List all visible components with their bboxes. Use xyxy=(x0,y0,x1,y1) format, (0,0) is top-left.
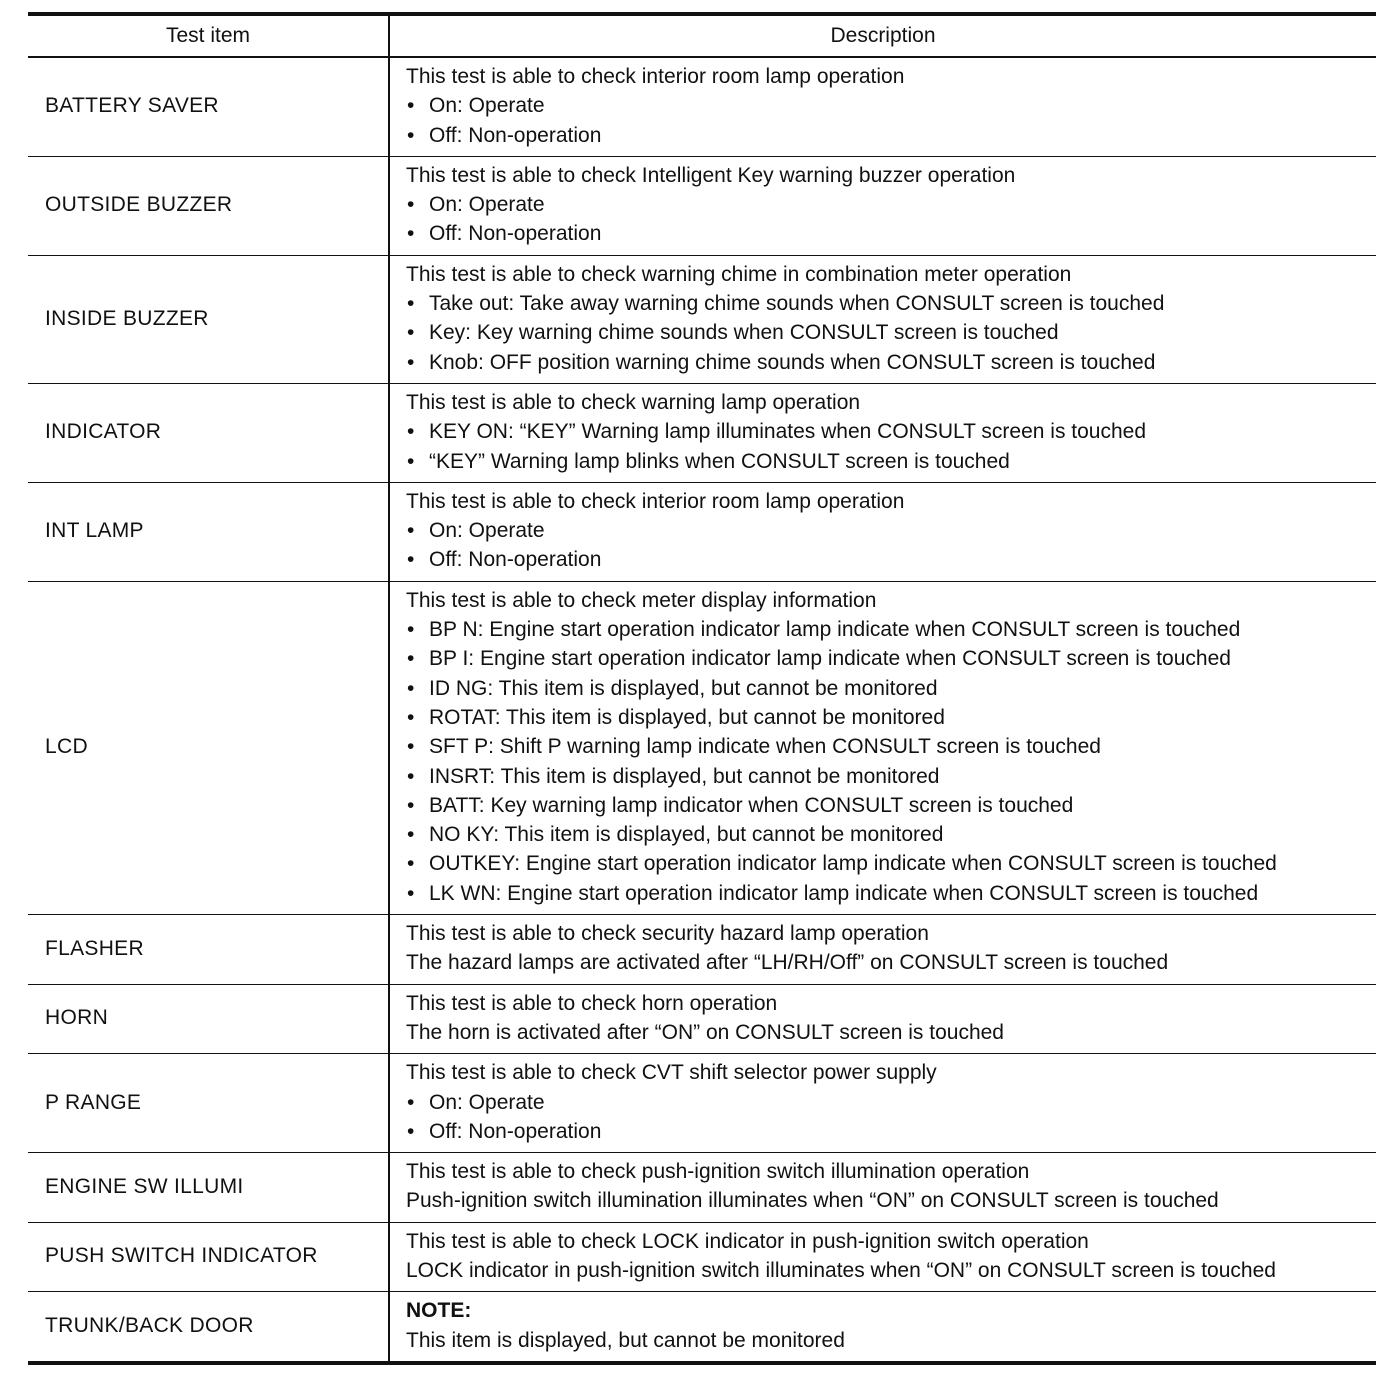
table-row xyxy=(28,1054,1376,1153)
test-item-cell: ENGINE SW ILLUMI xyxy=(28,1153,389,1223)
description-cell xyxy=(389,482,1376,581)
description-line: This test is able to check security hazard lamp operation xyxy=(406,922,929,946)
description-bullet: • On: Operate xyxy=(406,190,1376,219)
test-item-cell: TRUNK/BACK DOOR xyxy=(28,1292,389,1363)
description-bullet: • OUTKEY: Engine start operation indicator lamp indicate when CONSULT screen is touched xyxy=(406,849,1376,878)
description-bullet: • Key: Key warning chime sounds when CONSULT screen is touched xyxy=(406,318,1376,347)
table-row xyxy=(28,156,1376,255)
description-cell xyxy=(389,1054,1376,1153)
test-item-cell: INDICATOR xyxy=(28,383,389,482)
test-item-cell: INSIDE BUZZER xyxy=(28,255,389,383)
test-item-cell: FLASHER xyxy=(28,915,389,985)
test-item-cell: HORN xyxy=(28,984,389,1054)
description-bullet: • “KEY” Warning lamp blinks when CONSULT screen is touched xyxy=(406,447,1376,476)
description-bullet: • SFT P: Shift P warning lamp indicate when CONSULT screen is touched xyxy=(406,732,1376,761)
description-bullet: • On: Operate xyxy=(406,91,1376,120)
description-cell xyxy=(389,156,1376,255)
table-row xyxy=(28,57,1376,156)
description-line: The hazard lamps are activated after “LH/RH/Off” on CONSULT screen is touched xyxy=(406,951,1169,975)
description-bullet: • Off: Non-operation xyxy=(406,121,1376,150)
test-item-cell: INT LAMP xyxy=(28,482,389,581)
description-bullet: • Take out: Take away warning chime sounds when CONSULT screen is touched xyxy=(406,289,1376,318)
description-bullet: • KEY ON: “KEY” Warning lamp illuminates when CONSULT screen is touched xyxy=(406,417,1376,446)
description-bullet: • Knob: OFF position warning chime sounds when CONSULT screen is touched xyxy=(406,348,1376,377)
description-line: LOCK indicator in push-ignition switch illuminates when “ON” on CONSULT screen is touched xyxy=(406,1258,1276,1282)
table-row xyxy=(28,581,1376,914)
description-cell xyxy=(389,383,1376,482)
table-row xyxy=(28,915,1376,985)
description-cell xyxy=(389,1153,1376,1223)
test-item-cell: PUSH SWITCH INDICATOR xyxy=(28,1222,389,1292)
description-line: The horn is activated after “ON” on CONSULT screen is touched xyxy=(406,1020,1004,1044)
header-description: Description xyxy=(389,14,1376,57)
description-bullet: • Off: Non-operation xyxy=(406,219,1376,248)
description-bullet: • INSRT: This item is displayed, but cannot be monitored xyxy=(406,762,1376,791)
test-item-cell: LCD xyxy=(28,581,389,914)
description-line: This test is able to check CVT shift selector power supply xyxy=(406,1061,937,1085)
description-line: Push-ignition switch illumination illuminates when “ON” on CONSULT screen is touched xyxy=(406,1189,1219,1213)
description-cell xyxy=(389,1292,1376,1363)
header-row xyxy=(28,14,1376,57)
table-row xyxy=(28,984,1376,1054)
description-bullet: • Off: Non-operation xyxy=(406,545,1376,574)
description-cell xyxy=(389,255,1376,383)
description-bullet: • ID NG: This item is displayed, but cannot be monitored xyxy=(406,674,1376,703)
description-line: This test is able to check interior room lamp operation xyxy=(406,65,905,88)
description-line: This test is able to check warning lamp operation xyxy=(406,390,861,414)
test-item-table xyxy=(28,12,1376,1365)
description-bullet: • BP N: Engine start operation indicator lamp indicate when CONSULT screen is touched xyxy=(406,615,1376,644)
table-row xyxy=(28,255,1376,383)
description-bullet: • BATT: Key warning lamp indicator when CONSULT screen is touched xyxy=(406,791,1376,820)
table-body xyxy=(28,57,1376,1363)
description-line: This test is able to check meter display information xyxy=(406,588,877,612)
description-line: This test is able to check Intelligent Key warning buzzer operation xyxy=(406,163,1016,187)
description-bullet: • NO KY: This item is displayed, but cannot be monitored xyxy=(406,820,1376,849)
description-bullet: • On: Operate xyxy=(406,516,1376,545)
table-header xyxy=(28,14,1376,57)
description-bullet: • ROTAT: This item is displayed, but cannot be monitored xyxy=(406,703,1376,732)
description-bullet: • BP I: Engine start operation indicator lamp indicate when CONSULT screen is touched xyxy=(406,644,1376,673)
test-item-cell: OUTSIDE BUZZER xyxy=(28,156,389,255)
description-cell xyxy=(389,984,1376,1054)
header-test-item: Test item xyxy=(28,14,389,57)
description-line: This test is able to check interior room lamp operation xyxy=(406,489,905,513)
table-row xyxy=(28,1222,1376,1292)
description-cell xyxy=(389,57,1376,156)
description-line: This test is able to check LOCK indicator in push-ignition switch operation xyxy=(406,1229,1089,1253)
description-line: This test is able to check warning chime in combination meter operation xyxy=(406,262,1072,286)
description-bullet: • On: Operate xyxy=(406,1088,1376,1117)
table-row xyxy=(28,482,1376,581)
description-cell xyxy=(389,581,1376,914)
test-item-cell: BATTERY SAVER xyxy=(28,57,389,156)
table-row xyxy=(28,1153,1376,1223)
description-line: This test is able to check horn operation xyxy=(406,991,778,1015)
description-cell xyxy=(389,915,1376,985)
table-row xyxy=(28,1292,1376,1363)
description-bullet: • LK WN: Engine start operation indicator lamp indicate when CONSULT screen is touched xyxy=(406,879,1376,908)
description-line: NOTE: xyxy=(406,1299,472,1323)
table-row xyxy=(28,383,1376,482)
description-line: This item is displayed, but cannot be monitored xyxy=(406,1328,845,1352)
description-line: This test is able to check push-ignition switch illumination operation xyxy=(406,1160,1030,1184)
description-cell xyxy=(389,1222,1376,1292)
test-item-cell: P RANGE xyxy=(28,1054,389,1153)
description-bullet: • Off: Non-operation xyxy=(406,1117,1376,1146)
